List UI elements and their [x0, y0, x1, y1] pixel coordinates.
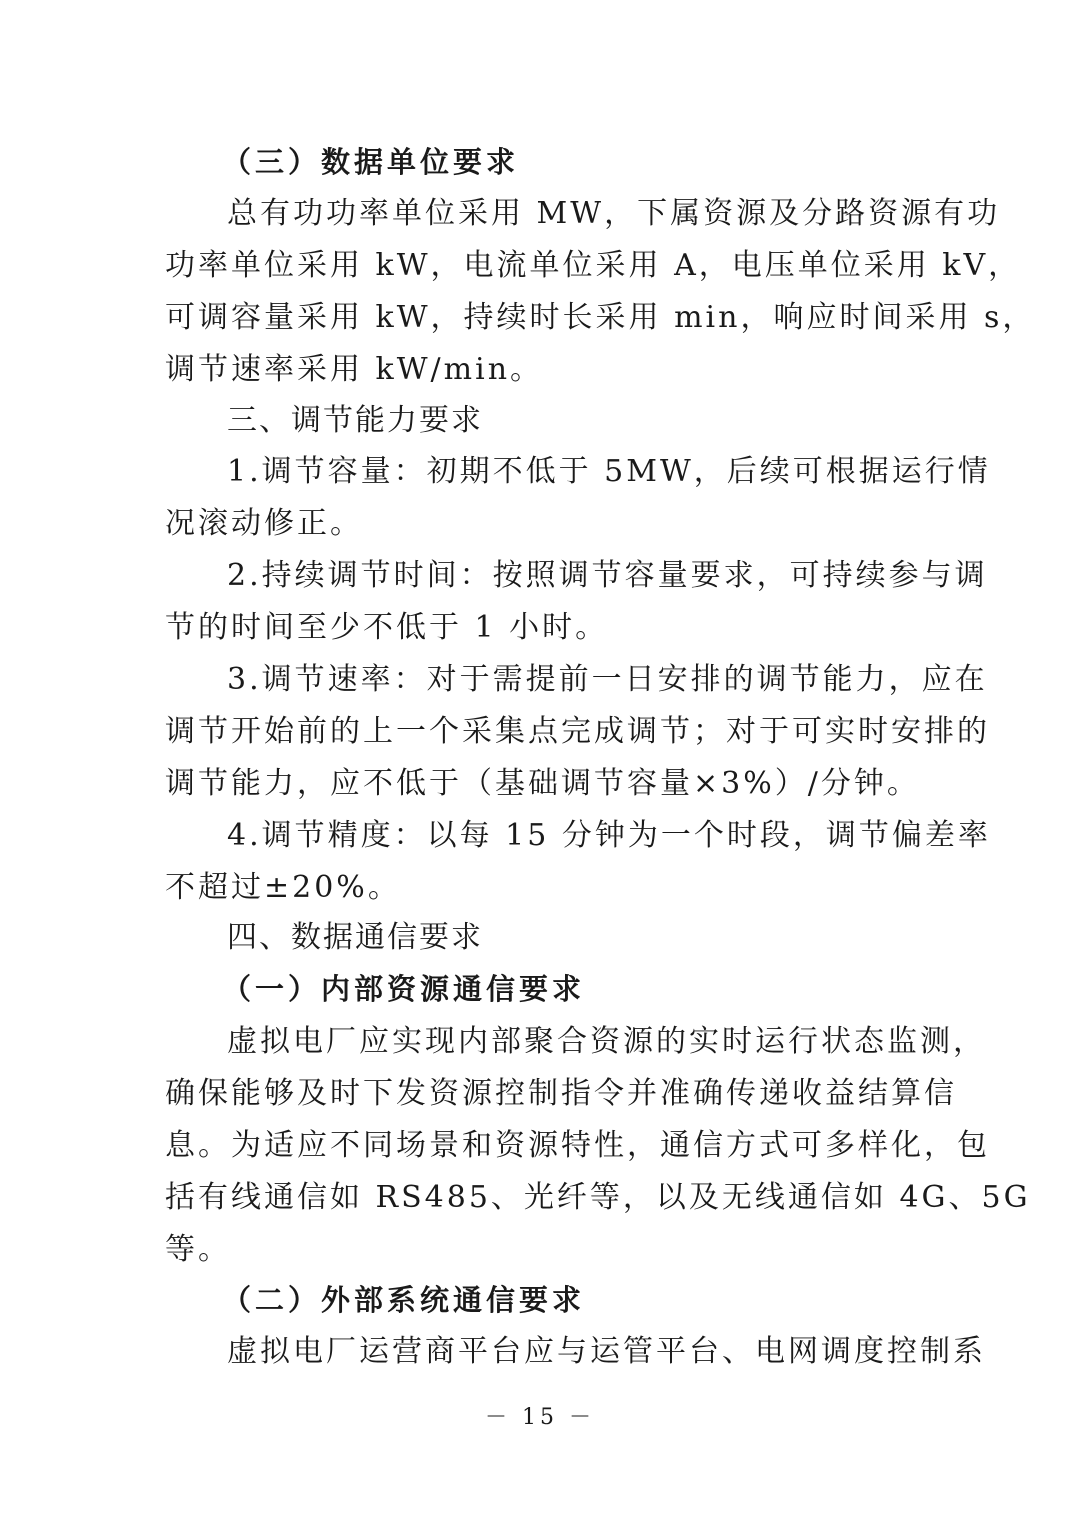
paragraph-line: 调节能力，应不低于（基础调节容量×3%）/分钟。 [165, 766, 920, 801]
section-heading-regulation-capability: 三、调节能力要求 [227, 403, 483, 438]
paragraph-line: 可调容量采用 kW，持续时长采用 min，响应时间采用 s， [165, 300, 1036, 335]
section-heading-data-communication: 四、数据通信要求 [227, 920, 483, 955]
paragraph-line: 4.调节精度：以每 15 分钟为一个时段，调节偏差率 [227, 818, 991, 853]
paragraph-line: 等。 [165, 1232, 231, 1267]
paragraph-line: 虚拟电厂运营商平台应与运管平台、电网调度控制系 [227, 1334, 986, 1369]
paragraph-line: 总有功功率单位采用 MW，下属资源及分路资源有功 [227, 196, 1001, 231]
paragraph-line: 调节开始前的上一个采集点完成调节；对于可实时安排的 [165, 714, 990, 749]
paragraph-line: 调节速率采用 kW/min。 [165, 352, 544, 387]
paragraph-line: 确保能够及时下发资源控制指令并准确传递收益结算信 [165, 1076, 957, 1111]
section-heading-data-units: （三）数据单位要求 [222, 145, 520, 179]
paragraph-line: 虚拟电厂应实现内部聚合资源的实时运行状态监测， [227, 1024, 986, 1059]
page-number: － 15 － [485, 1405, 595, 1430]
section-heading-internal-communication: （一）内部资源通信要求 [222, 972, 586, 1006]
paragraph-line: 括有线通信如 RS485、光纤等，以及无线通信如 4G、5G [165, 1180, 1031, 1215]
paragraph-line: 息。为适应不同场景和资源特性，通信方式可多样化，包 [165, 1128, 990, 1163]
paragraph-line: 3.调节速率：对于需提前一日安排的调节能力，应在 [227, 662, 988, 697]
paragraph-line: 不超过±20%。 [165, 870, 401, 905]
paragraph-line: 节的时间至少不低于 1 小时。 [165, 610, 609, 645]
paragraph-line: 1.调节容量：初期不低于 5MW，后续可根据运行情 [227, 454, 991, 489]
paragraph-line: 况滚动修正。 [165, 506, 363, 541]
section-heading-external-communication: （二）外部系统通信要求 [222, 1283, 586, 1317]
paragraph-line: 功率单位采用 kW，电流单位采用 A，电压单位采用 kV， [165, 248, 1022, 283]
paragraph-line: 2.持续调节时间：按照调节容量要求，可持续参与调 [227, 558, 988, 593]
